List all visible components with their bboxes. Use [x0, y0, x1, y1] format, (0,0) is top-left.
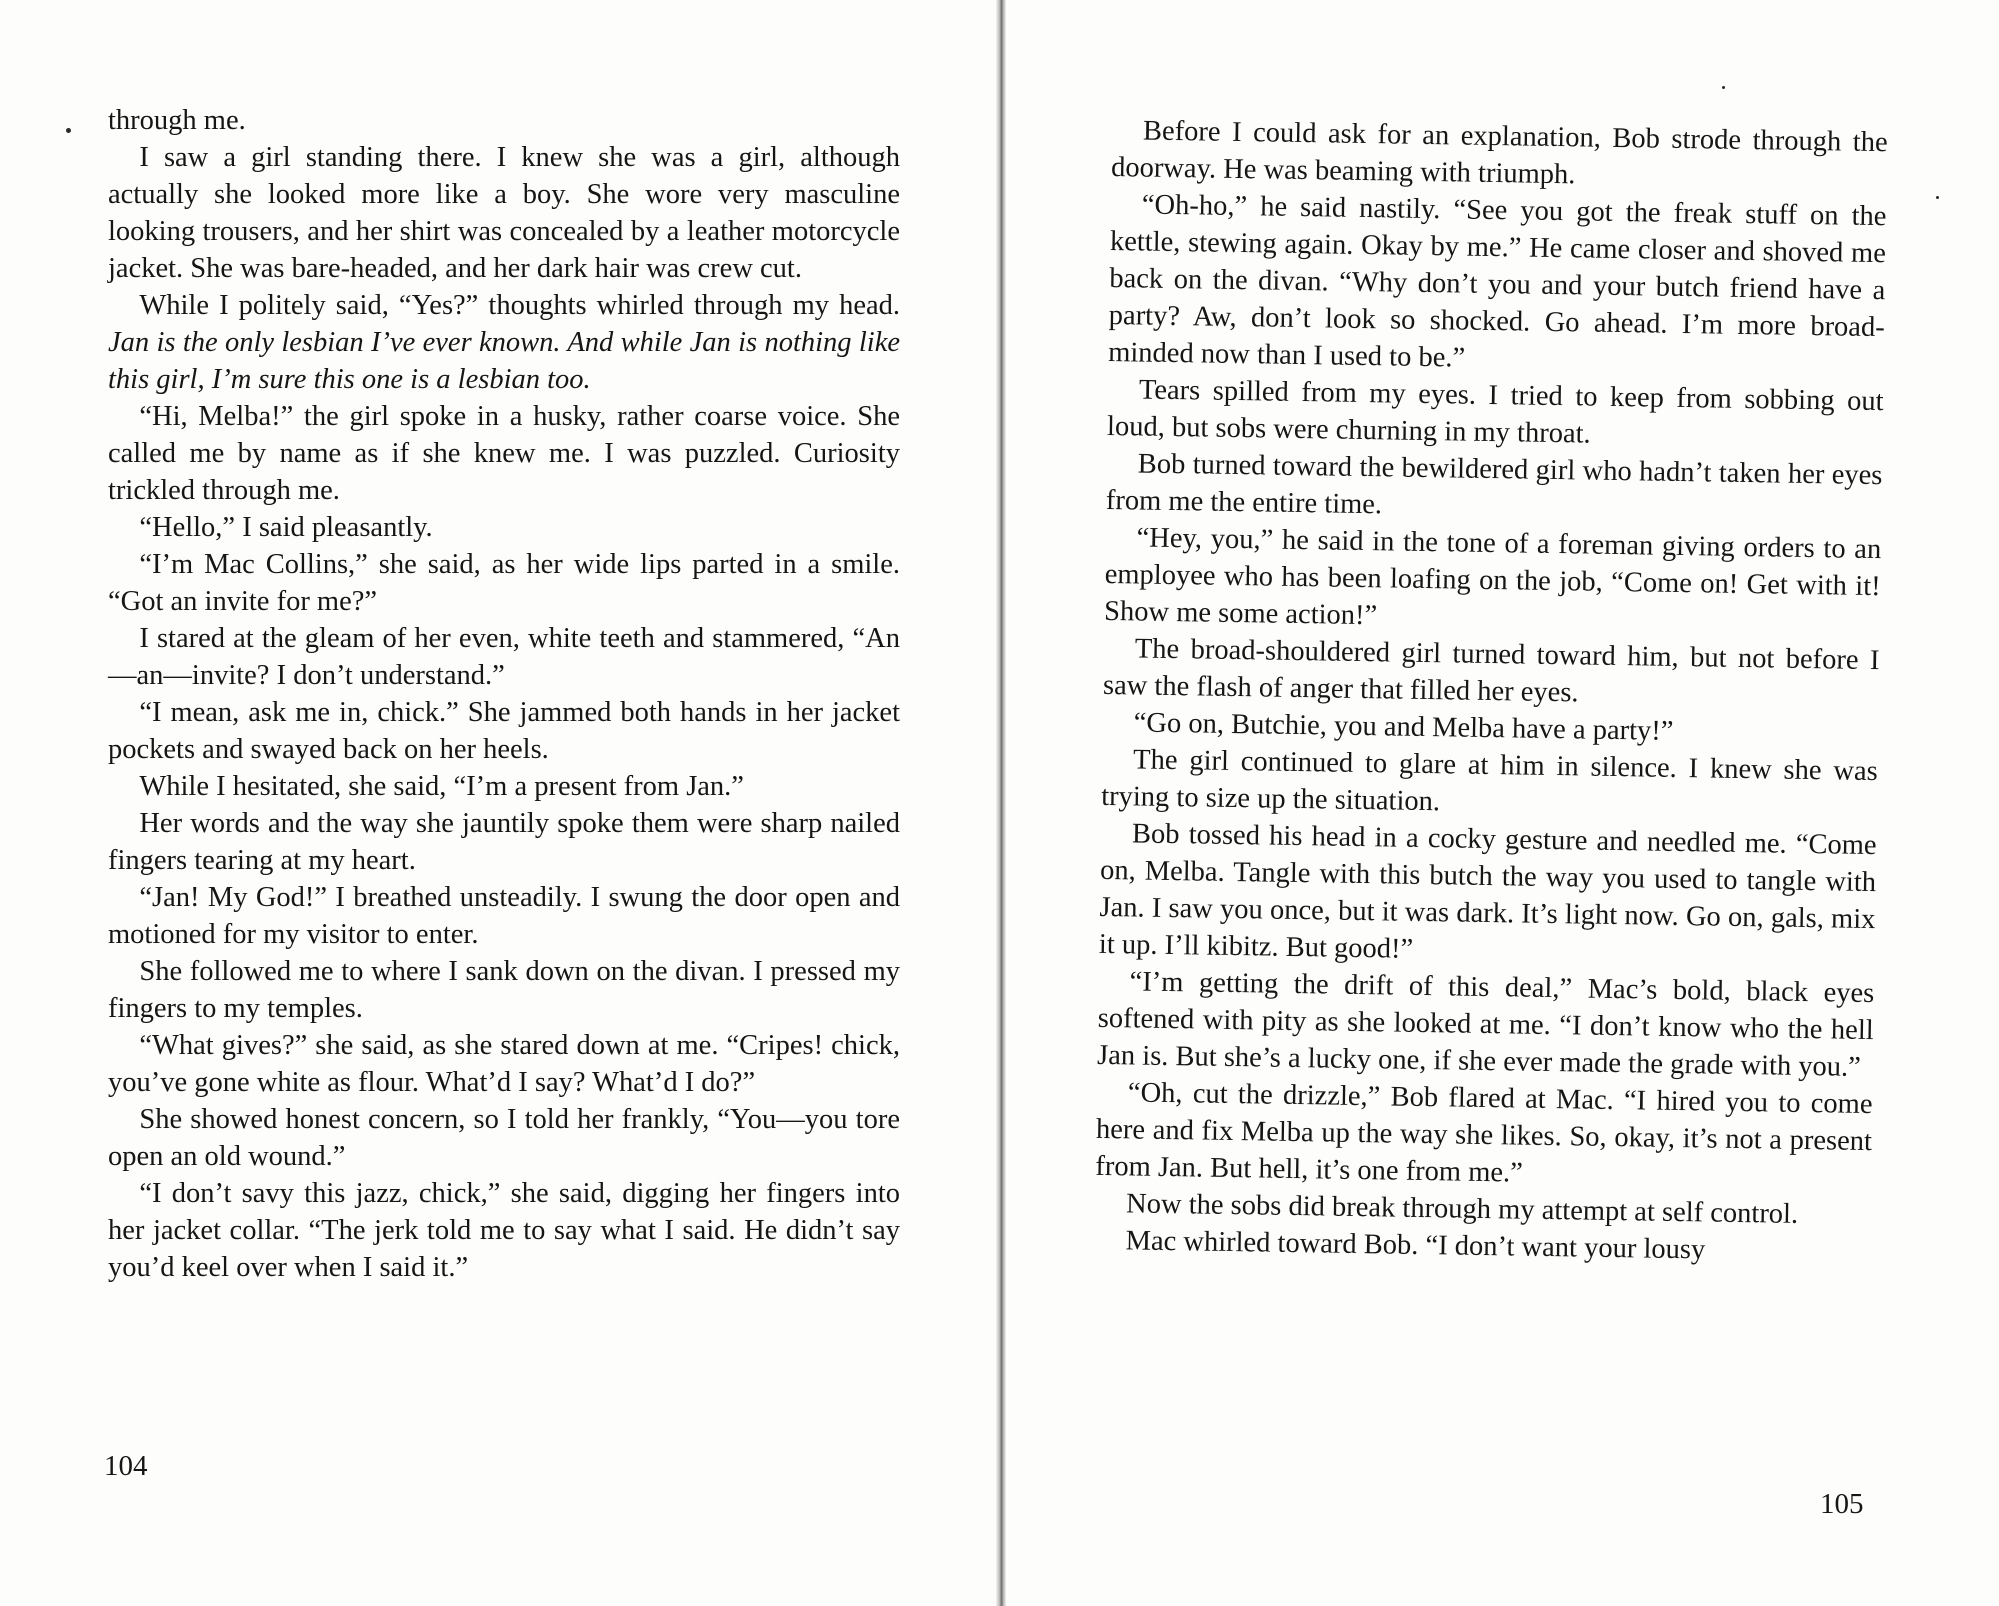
page-number-right: 105: [1820, 1488, 1864, 1520]
paragraph: I saw a girl standing there. I knew she was a girl, although actually she looked more like a boy. She wore very masculine looking trousers, and her shirt was concealed by a leather motorcycle jacket. She was bare-headed, and her dark hair was crew cut.: [108, 142, 900, 284]
scan-speck: [1936, 196, 1939, 199]
paragraph: “I’m Mac Collins,” she said, as her wide lips parted in a smile. “Got an invite for me?”: [108, 549, 900, 617]
left-page: [108, 102, 900, 1286]
page-number-left: 104: [104, 1450, 148, 1482]
paragraph: “Jan! My God!” I breathed unsteadily. I swung the door open and motioned for my visitor to enter.: [108, 882, 900, 950]
book-gutter: [996, 0, 1006, 1606]
paragraph: through me.: [108, 105, 246, 136]
paragraph: She showed honest concern, so I told her frankly, “You—you tore open an old wound.”: [108, 1104, 900, 1172]
paragraph: Bob turned toward the bewildered girl who hadn’t taken her eyes from me the entire time.: [1105, 448, 1883, 521]
paragraph: She followed me to where I sank down on the divan. I pressed my fingers to my temples.: [108, 956, 900, 1024]
paragraph-text: While I politely said, “Yes?” thoughts whirled through my head.: [139, 290, 900, 321]
paragraph: [108, 287, 900, 398]
paragraph: Bob tossed his head in a cocky gesture and needled me. “Come on, Melba. Tangle with this butch the way you used to tangle with Jan. I saw you once, but it was dark. It’s light now. Go on, gals, mix it up. I’ll kibitz. But good!”: [1098, 818, 1877, 965]
italic-thought: Jan is the only lesbian I’ve ever known. And while Jan is nothing like this girl, I’m sure this one is a lesbian too.: [108, 327, 900, 395]
scan-speck: [66, 128, 71, 133]
scan-speck: [1722, 86, 1725, 89]
paragraph: “Go on, Butchie, you and Melba have a party!”: [1133, 707, 1674, 747]
paragraph: “Oh-ho,” he said nastily. “See you got the freak stuff on the kettle, stewing again. Okay by me.” He came closer and shoved me back on the divan. “Why don’t you and your butch friend have a party? Aw, don’t look so shocked. Go ahead. I’m more broad-minded now than I used to be.”: [1107, 189, 1887, 374]
paragraph: The girl continued to glare at him in silence. I knew she was trying to size up the situation.: [1101, 744, 1878, 818]
paragraph: “I don’t savy this jazz, chick,” she said, digging her fingers into her jacket collar. “The jerk told me to say what I said. He didn’t say you’d keel over when I said it.”: [108, 1178, 900, 1283]
paragraph: “What gives?” she said, as she stared down at me. “Cripes! chick, you’ve gone white as flour. What’d I say? What’d I do?”: [108, 1030, 900, 1098]
paragraph: While I hesitated, she said, “I’m a present from Jan.”: [139, 771, 744, 802]
paragraph: Mac whirled toward Bob. “I don’t want your lousy: [1125, 1225, 1706, 1266]
paragraph: “I’m getting the drift of this deal,” Mac’s bold, black eyes softened with pity as she looked at me. “I don’t know who the hell Jan is. But she’s a lucky one, if she ever made the grade with you.”: [1096, 966, 1875, 1083]
right-page: [1094, 112, 1888, 1271]
paragraph: Her words and the way she jauntily spoke them were sharp nailed fingers tearing at my heart.: [108, 808, 900, 876]
paragraph: I stared at the gleam of her even, white teeth and stammered, “An—an—invite? I don’t understand.”: [108, 623, 900, 691]
paragraph: “Hey, you,” he said in the tone of a foreman giving orders to an employee who has been loafing on the job, “Come on! Get with it! Show me some action!”: [1103, 522, 1882, 632]
paragraph: Now the sobs did break through my attempt at self control.: [1125, 1188, 1799, 1230]
paragraph: Before I could ask for an explanation, Bob strode through the doorway. He was beaming with triumph.: [1110, 115, 1888, 191]
paragraph: “Hello,” I said pleasantly.: [139, 512, 433, 543]
paragraph: “I mean, ask me in, chick.” She jammed both hands in her jacket pockets and swayed back on her heels.: [108, 697, 900, 765]
paragraph: The broad-shouldered girl turned toward him, but not before I saw the flash of anger that filled her eyes.: [1102, 633, 1880, 709]
paragraph: “Oh, cut the drizzle,” Bob flared at Mac. “I hired you to come here and fix Melba up the way she likes. So, okay, it’s not a present from Jan. But hell, it’s one from me.”: [1095, 1077, 1873, 1189]
paragraph: Tears spilled from my eyes. I tried to keep from sobbing out loud, but sobs were churning in my throat.: [1106, 374, 1884, 450]
paragraph: “Hi, Melba!” the girl spoke in a husky, rather coarse voice. She called me by name as if she knew me. I was puzzled. Curiosity trickled through me.: [108, 401, 900, 506]
